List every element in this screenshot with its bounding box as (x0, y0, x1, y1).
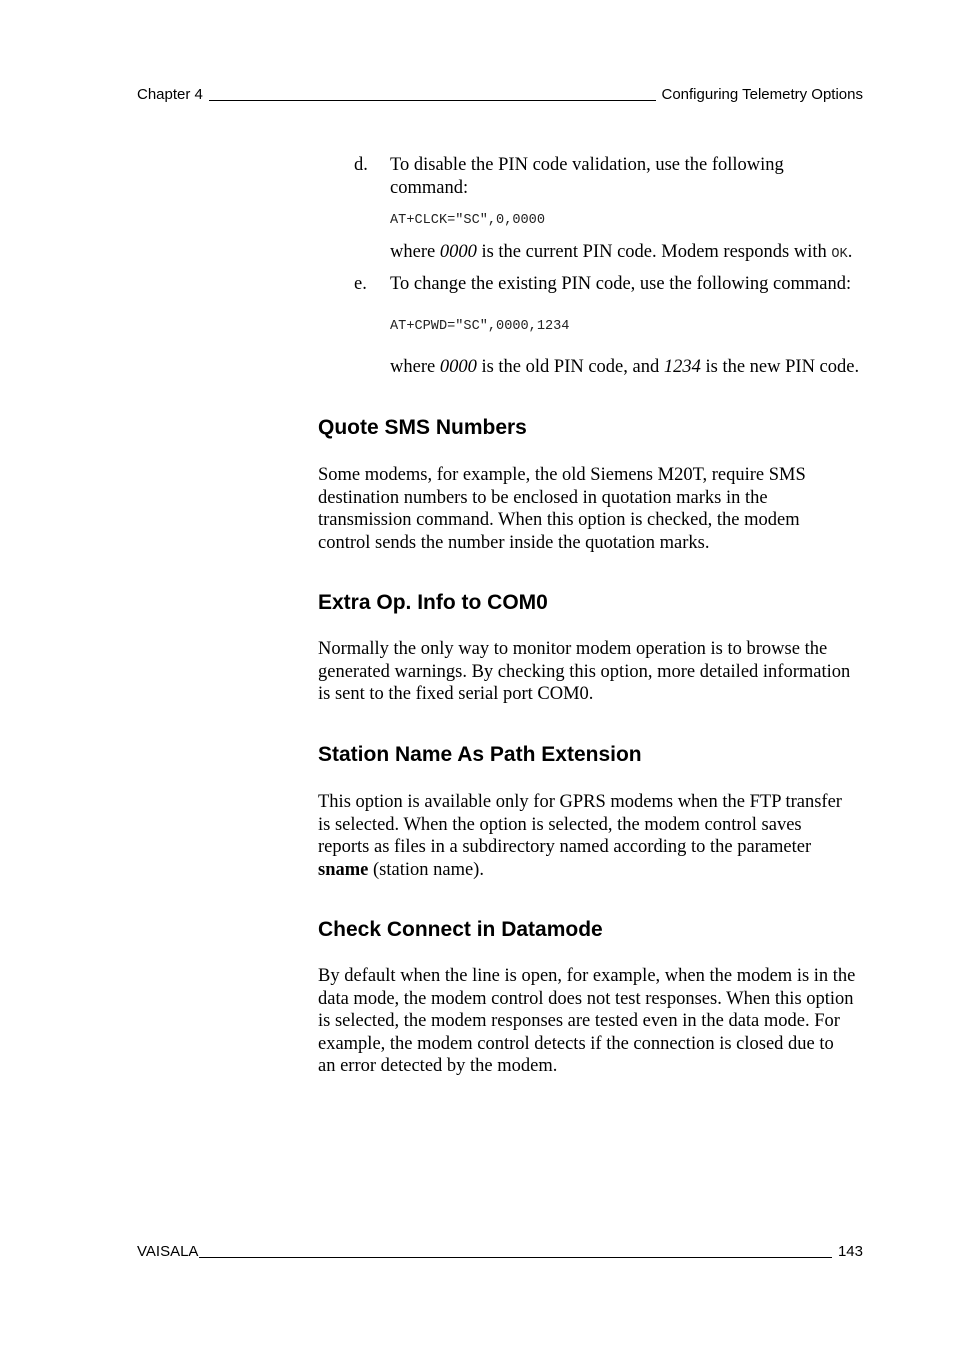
list-text-d: To disable the PIN code validation, use the following command: (390, 155, 784, 198)
list-letter-d: d. (354, 155, 368, 175)
header-chapter: Chapter 4 (137, 86, 203, 103)
section-heading-station-name: Station Name As Path Extension (318, 743, 642, 766)
list-text-e: To change the existing PIN code, use the following command: (390, 274, 852, 294)
section-heading-extra-op-info: Extra Op. Info to COM0 (318, 591, 548, 614)
page-number: 143 (837, 1243, 863, 1260)
page-header (137, 86, 863, 104)
code-clck: AT+CLCK="SC",0,0000 (390, 213, 545, 228)
footer-brand: VAISALA (137, 1243, 199, 1260)
param-sname: sname (318, 859, 369, 880)
code-cpwd: AT+CPWD="SC",0000,1234 (390, 319, 570, 334)
section-paragraph-extra-op-info: Normally the only way to monitor modem operation is to browse the generated warnings. By checking this option, more detailed information is sent to the fixed serial port COM0. (318, 639, 851, 704)
header-rule (209, 100, 656, 101)
section-heading-check-connect: Check Connect in Datamode (318, 918, 603, 941)
list-after-e: where 0000 is the old PIN code, and 1234 is the new PIN code. (390, 357, 860, 377)
list-letter-e: e. (354, 274, 367, 294)
list-after-d: where 0000 is the current PIN code. Modem responds with OK. (390, 242, 853, 262)
page-footer (137, 1243, 863, 1261)
section-paragraph-station-name: This option is available only for GPRS modems when the FTP transfer is selected. When the option is selected, the modem control saves reports as files in a subdirectory named according to the parameter sname (station name). (318, 792, 842, 880)
section-paragraph-check-connect: By default when the line is open, for example, when the modem is in the data mode, the modem control does not test responses. When this option is selected, the modem responses are tested even in the data mode. For example, the modem control detects if the connection is closed due to an error detected by the modem. (318, 966, 856, 1076)
footer-rule (199, 1257, 832, 1258)
section-heading-quote-sms: Quote SMS Numbers (318, 416, 527, 439)
section-paragraph-quote-sms: Some modems, for example, the old Siemens M20T, require SMS destination numbers to be enclosed in quotation marks in the transmission command. When this option is checked, the modem control sends the number inside the quotation marks. (318, 465, 806, 553)
header-title: Configuring Telemetry Options (661, 86, 863, 103)
